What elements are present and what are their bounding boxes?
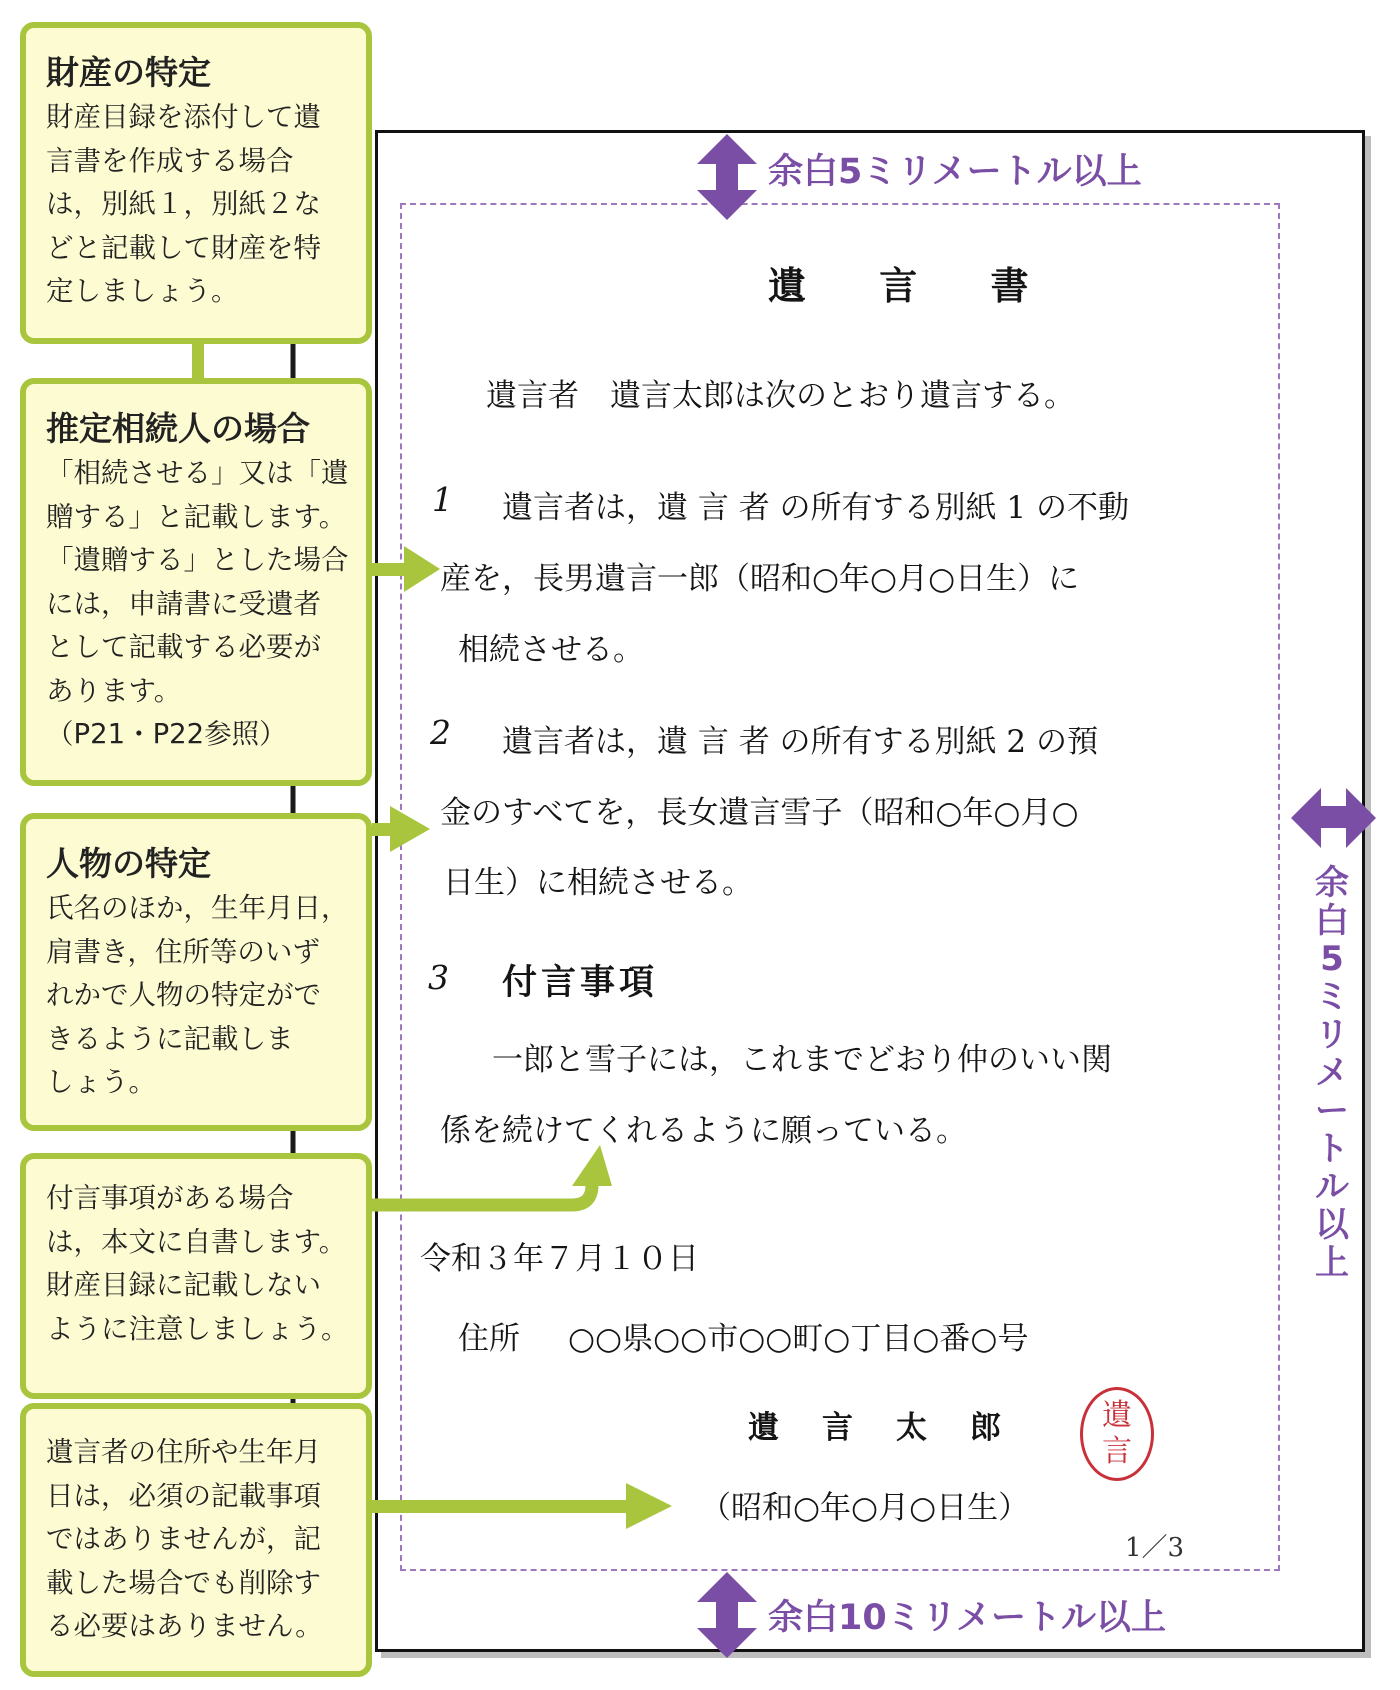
note-property-body: 財産目録を添付して遺 言書を作成する場合 は，別紙１，別紙２な どと記載して財産を特 定しましょう。	[46, 101, 321, 307]
item2-line2: 金のすべてを，長女遺言雪子（昭和○年○月○	[440, 795, 1079, 831]
item3-number: 3	[428, 958, 449, 997]
document-title: 遺 言 書	[768, 263, 1059, 308]
bottom-margin-arrow	[697, 1572, 757, 1658]
right-margin-label: 余白5ミリメートル以上	[1315, 863, 1349, 1283]
item1-number: 1	[432, 480, 453, 519]
note-supplement	[20, 1153, 372, 1399]
bottom-margin-label: 余白10ミリメートル以上	[768, 1598, 1167, 1638]
note-link-bar	[192, 340, 204, 382]
note-address-body: 遺言者の住所や生年月 日は，必須の記載事項 ではありませんが，記 載した場合でも削除す る必要はありません。	[46, 1436, 323, 1642]
item3-heading: 付言事項	[502, 962, 659, 1003]
item3-line2: 係を続けてくれるように願っている。	[440, 1113, 967, 1149]
item1-line2: 産を，長男遺言一郎（昭和○年○月○日生）に	[440, 561, 1080, 597]
arrow-heir-to-item1	[372, 546, 440, 592]
note-address	[20, 1403, 372, 1677]
item2-number: 2	[430, 713, 451, 752]
note-person-body: 氏名のほか，生年月日， 肩書き，住所等のいず れかで人物の特定がで きるように記載しま しょう。	[46, 892, 349, 1098]
document-intro: 遺言者 遺言太郎は次のとおり遺言する。	[486, 378, 1075, 414]
arrow-address-to-birth	[372, 1483, 672, 1529]
note-person-title: 人物の特定	[46, 844, 211, 883]
note-supplement-body: 付言事項がある場合 は，本文に自書します。 財産目録に記載しない ように注意しましょう。	[46, 1182, 349, 1345]
seal-stamp	[1080, 1387, 1154, 1481]
note-heir-body: 「相続させる」又は「遺 贈する」と記載します。 「遺贈する」とした場合 には，申請書に受遺者 として記載する必要が あります。 （P21・P22参照）	[46, 457, 349, 750]
seal-char-bottom: 言	[1102, 1434, 1132, 1469]
right-margin-arrow	[1291, 788, 1376, 848]
note-property	[20, 22, 372, 344]
address-label: 住所	[458, 1321, 520, 1357]
note-heir-title: 推定相続人の場合	[46, 409, 310, 448]
arrow-supplement-to-item3	[372, 1145, 612, 1205]
item1-line3: 相続させる。	[458, 632, 644, 668]
note-property-title: 財産の特定	[46, 53, 211, 92]
birth-date: （昭和○年○月○日生）	[700, 1490, 1030, 1526]
item2-line1: 遺言者は，遺 言 者 の所有する別紙 2 の預	[502, 724, 1098, 760]
item2-line3: 日生）に相続させる。	[443, 865, 753, 901]
document-date: 令和３年７月１０日	[420, 1241, 699, 1277]
page-number: 1／3	[1125, 1533, 1185, 1563]
seal-char-top: 遺	[1102, 1398, 1132, 1433]
arrow-person-to-item2	[372, 806, 430, 852]
item1-line1: 遺言者は，遺 言 者 の所有する別紙 1 の不動	[502, 490, 1129, 526]
note-person	[20, 813, 372, 1131]
address-value: ○○県○○市○○町○丁目○番○号	[568, 1321, 1029, 1357]
top-margin-arrow	[697, 134, 757, 220]
note-heir	[20, 378, 372, 786]
signature-name: 遺 言 太 郎	[748, 1410, 1007, 1446]
item3-line1: 一郎と雪子には，これまでどおり仲のいい関	[492, 1042, 1112, 1078]
top-margin-label: 余白5ミリメートル以上	[768, 152, 1142, 192]
